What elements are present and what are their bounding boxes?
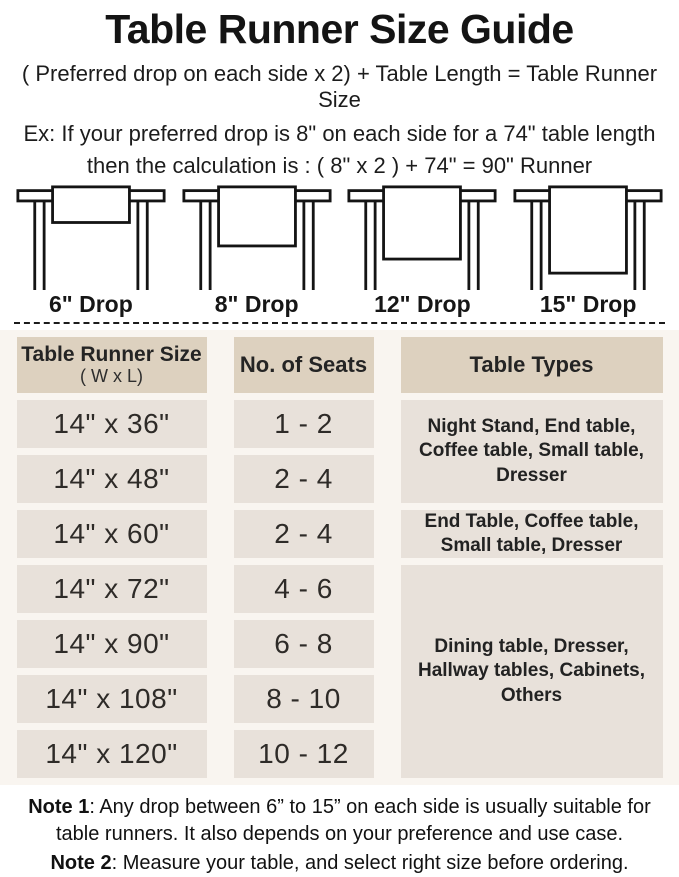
example-line-2: then the calculation is : ( 8" x 2 ) + 74" = 90" Runner	[86, 153, 593, 178]
size-cell: 14" x 60"	[17, 510, 207, 558]
runner-drop-rect	[384, 187, 461, 259]
drop-illustrations	[0, 185, 679, 318]
size-table-section	[0, 330, 679, 785]
header-runner-size	[17, 337, 207, 393]
size-cell: 14" x 120"	[17, 730, 207, 778]
seats-cell: 4 - 6	[234, 565, 374, 613]
notes	[0, 794, 679, 877]
runner-drop-rect	[550, 187, 627, 273]
size-cell: 14" x 108"	[17, 675, 207, 723]
formula-text: ( Preferred drop on each side x 2) + Table Length = Table Runner Size	[21, 61, 658, 112]
note-2-label: Note 2	[50, 852, 112, 875]
runner-drop-rect	[52, 187, 129, 223]
drop-label: 8" Drop	[214, 291, 299, 317]
page-title: Table Runner Size Guide	[105, 6, 574, 52]
drop-illustration-8	[174, 185, 340, 318]
header-seats: No. of Seats	[234, 337, 374, 393]
table-types-group-large: Dining table, Dresser, Hallway tables, Cabinets, Others	[401, 565, 663, 778]
seats-cell: 8 - 10	[234, 675, 374, 723]
drop-label: 6" Drop	[49, 291, 133, 317]
table-types-group-small: Night Stand, End table, Coffee table, Small table, Dresser	[401, 400, 663, 503]
drop-label: 15" Drop	[539, 291, 637, 317]
note-1	[4, 794, 675, 847]
table-runner-size-guide	[0, 6, 679, 877]
seats-cell: 2 - 4	[234, 510, 374, 558]
drop-illustration-15	[505, 185, 671, 318]
table-runner-diagram-icon	[513, 185, 663, 290]
example-line-1: Ex: If your preferred drop is 8" on each side for a 74" table length	[23, 121, 656, 146]
drop-illustration-12	[340, 185, 506, 318]
size-cell: 14" x 48"	[17, 455, 207, 503]
header-table-types: Table Types	[401, 337, 663, 393]
table-types-group-medium: End Table, Coffee table, Small table, Dresser	[401, 510, 663, 558]
seats-cell: 1 - 2	[234, 400, 374, 448]
drop-illustration-6	[8, 185, 174, 318]
note-1-label: Note 1	[28, 796, 90, 818]
table-runner-diagram-icon	[182, 185, 332, 290]
table-runner-diagram-icon	[16, 185, 166, 290]
runner-drop-rect	[218, 187, 295, 246]
seats-cell: 6 - 8	[234, 620, 374, 668]
dashed-divider	[14, 322, 665, 324]
drop-label: 12" Drop	[374, 291, 471, 317]
note-2-text: : Measure your table, and select right size before ordering.	[111, 852, 629, 875]
header-runner-size-subtitle: ( W x L)	[80, 366, 143, 387]
note-2	[4, 850, 675, 877]
size-table	[0, 337, 679, 778]
size-cell: 14" x 90"	[17, 620, 207, 668]
size-cell: 14" x 36"	[17, 400, 207, 448]
header-runner-size-title: Table Runner Size	[21, 343, 202, 367]
note-1-text: : Any drop between 6” to 15” on each side is usually suitable for table runners. It also depends on your preference and use case.	[55, 796, 651, 845]
seats-cell: 2 - 4	[234, 455, 374, 503]
seats-cell: 10 - 12	[234, 730, 374, 778]
table-runner-diagram-icon	[347, 185, 497, 290]
size-cell: 14" x 72"	[17, 565, 207, 613]
